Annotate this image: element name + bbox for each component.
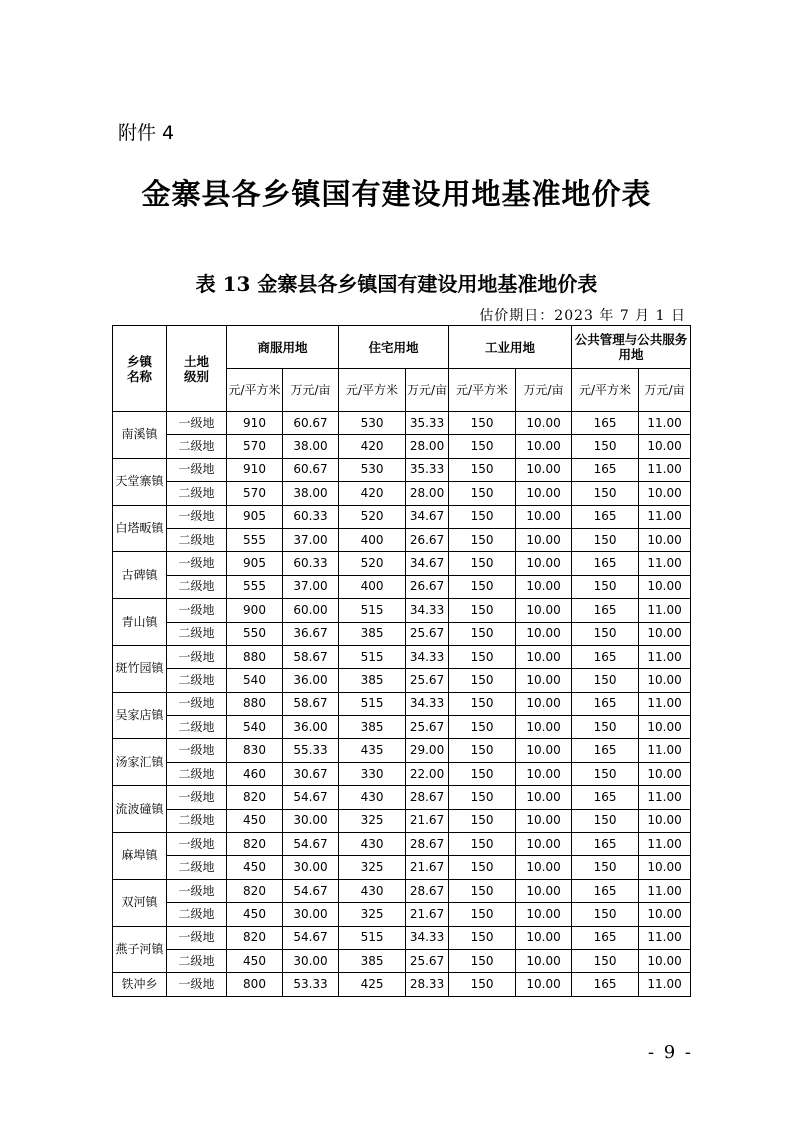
grade-cell: 一级地	[167, 505, 227, 528]
price-cell: 910	[227, 458, 283, 481]
header-unit: 万元/亩	[283, 369, 339, 412]
price-cell: 385	[339, 716, 406, 739]
grade-cell: 一级地	[167, 458, 227, 481]
price-cell: 26.67	[406, 528, 449, 551]
table-row	[113, 973, 691, 996]
price-cell: 10.00	[639, 528, 691, 551]
price-cell: 34.33	[406, 692, 449, 715]
price-cell: 37.00	[283, 575, 339, 598]
town-name-cell: 双河镇	[113, 879, 167, 926]
table-row	[113, 552, 691, 575]
price-cell: 515	[339, 645, 406, 668]
price-cell: 165	[572, 645, 639, 668]
price-cell: 11.00	[639, 692, 691, 715]
price-cell: 25.67	[406, 949, 449, 972]
price-cell: 11.00	[639, 458, 691, 481]
price-cell: 60.00	[283, 599, 339, 622]
price-cell: 11.00	[639, 786, 691, 809]
header-unit: 元/平方米	[339, 369, 406, 412]
price-cell: 11.00	[639, 833, 691, 856]
price-cell: 150	[449, 599, 516, 622]
price-cell: 165	[572, 458, 639, 481]
valuation-date: 估价期日：2023 年 7 月 1 日	[479, 308, 686, 324]
price-cell: 10.00	[516, 482, 572, 505]
price-cell: 150	[449, 575, 516, 598]
price-cell: 54.67	[283, 926, 339, 949]
price-cell: 150	[572, 575, 639, 598]
price-cell: 400	[339, 528, 406, 551]
price-cell: 540	[227, 716, 283, 739]
price-cell: 36.67	[283, 622, 339, 645]
price-cell: 150	[449, 809, 516, 832]
price-cell: 150	[449, 856, 516, 879]
table-row	[113, 879, 691, 902]
price-cell: 25.67	[406, 622, 449, 645]
price-cell: 11.00	[639, 879, 691, 902]
price-cell: 150	[449, 833, 516, 856]
grade-cell: 二级地	[167, 575, 227, 598]
price-cell: 10.00	[516, 762, 572, 785]
price-cell: 325	[339, 903, 406, 926]
grade-cell: 一级地	[167, 599, 227, 622]
price-cell: 820	[227, 926, 283, 949]
price-cell: 150	[449, 435, 516, 458]
grade-cell: 一级地	[167, 692, 227, 715]
annex-label: 附件 4	[118, 122, 175, 144]
price-cell: 28.33	[406, 973, 449, 996]
price-cell: 10.00	[516, 716, 572, 739]
price-cell: 905	[227, 552, 283, 575]
town-name-cell: 古碑镇	[113, 552, 167, 599]
price-cell: 385	[339, 669, 406, 692]
price-cell: 820	[227, 833, 283, 856]
price-cell: 10.00	[516, 599, 572, 622]
price-cell: 150	[449, 739, 516, 762]
town-name-cell: 麻埠镇	[113, 833, 167, 880]
grade-cell: 二级地	[167, 716, 227, 739]
price-cell: 830	[227, 739, 283, 762]
price-cell: 11.00	[639, 412, 691, 435]
table-row	[113, 926, 691, 949]
price-cell: 400	[339, 575, 406, 598]
price-cell: 165	[572, 786, 639, 809]
price-cell: 520	[339, 505, 406, 528]
table-row	[113, 669, 691, 692]
price-cell: 150	[449, 482, 516, 505]
grade-cell: 一级地	[167, 786, 227, 809]
town-name-cell: 斑竹园镇	[113, 645, 167, 692]
price-cell: 330	[339, 762, 406, 785]
price-cell: 10.00	[516, 528, 572, 551]
price-cell: 450	[227, 856, 283, 879]
page-title: 金寨县各乡镇国有建设用地基准地价表	[141, 177, 652, 211]
grade-cell: 二级地	[167, 622, 227, 645]
price-cell: 540	[227, 669, 283, 692]
price-cell: 38.00	[283, 435, 339, 458]
price-cell: 10.00	[639, 809, 691, 832]
price-cell: 10.00	[516, 856, 572, 879]
price-cell: 10.00	[516, 903, 572, 926]
price-cell: 21.67	[406, 809, 449, 832]
price-cell: 165	[572, 505, 639, 528]
price-cell: 53.33	[283, 973, 339, 996]
price-cell: 10.00	[639, 435, 691, 458]
price-cell: 150	[572, 856, 639, 879]
table-row	[113, 435, 691, 458]
table-row	[113, 505, 691, 528]
page-number: - 9 -	[647, 1042, 693, 1063]
table-row	[113, 949, 691, 972]
town-name-cell: 燕子河镇	[113, 926, 167, 973]
price-cell: 11.00	[639, 739, 691, 762]
grade-cell: 一级地	[167, 973, 227, 996]
price-cell: 150	[449, 879, 516, 902]
header-group-residential: 住宅用地	[339, 326, 449, 369]
table-row	[113, 645, 691, 668]
table-title: 表 13 金寨县各乡镇国有建设用地基准地价表	[195, 272, 598, 296]
price-cell: 430	[339, 879, 406, 902]
table-row	[113, 903, 691, 926]
price-cell: 34.33	[406, 645, 449, 668]
price-cell: 150	[449, 903, 516, 926]
price-cell: 570	[227, 435, 283, 458]
header-town: 乡镇 名称	[113, 326, 167, 412]
table-row	[113, 458, 691, 481]
price-cell: 10.00	[516, 692, 572, 715]
price-cell: 150	[572, 528, 639, 551]
price-cell: 150	[449, 786, 516, 809]
header-unit: 万元/亩	[516, 369, 572, 412]
price-cell: 450	[227, 949, 283, 972]
price-cell: 165	[572, 552, 639, 575]
price-cell: 10.00	[516, 435, 572, 458]
price-cell: 10.00	[516, 552, 572, 575]
price-cell: 880	[227, 645, 283, 668]
price-cell: 22.00	[406, 762, 449, 785]
price-cell: 60.33	[283, 552, 339, 575]
price-cell: 150	[572, 949, 639, 972]
price-cell: 530	[339, 458, 406, 481]
price-cell: 29.00	[406, 739, 449, 762]
table-row	[113, 599, 691, 622]
price-cell: 28.00	[406, 435, 449, 458]
price-cell: 30.67	[283, 762, 339, 785]
price-cell: 34.33	[406, 926, 449, 949]
price-cell: 10.00	[516, 645, 572, 668]
grade-cell: 一级地	[167, 926, 227, 949]
header-unit: 元/平方米	[572, 369, 639, 412]
header-group-industrial: 工业用地	[449, 326, 572, 369]
price-cell: 54.67	[283, 833, 339, 856]
price-cell: 515	[339, 599, 406, 622]
table-row	[113, 716, 691, 739]
price-cell: 550	[227, 622, 283, 645]
price-cell: 430	[339, 786, 406, 809]
price-cell: 10.00	[639, 762, 691, 785]
price-cell: 150	[572, 809, 639, 832]
price-cell: 385	[339, 622, 406, 645]
grade-cell: 二级地	[167, 482, 227, 505]
price-cell: 34.67	[406, 505, 449, 528]
price-cell: 10.00	[639, 949, 691, 972]
price-cell: 420	[339, 482, 406, 505]
price-cell: 36.00	[283, 716, 339, 739]
price-cell: 150	[449, 692, 516, 715]
price-cell: 11.00	[639, 599, 691, 622]
price-cell: 165	[572, 599, 639, 622]
grade-cell: 二级地	[167, 528, 227, 551]
price-cell: 10.00	[516, 412, 572, 435]
price-cell: 54.67	[283, 786, 339, 809]
price-cell: 880	[227, 692, 283, 715]
table-row	[113, 739, 691, 762]
price-cell: 10.00	[639, 669, 691, 692]
price-cell: 11.00	[639, 645, 691, 668]
header-unit: 万元/亩	[406, 369, 449, 412]
grade-cell: 一级地	[167, 645, 227, 668]
price-cell: 450	[227, 903, 283, 926]
price-cell: 820	[227, 879, 283, 902]
price-cell: 530	[339, 412, 406, 435]
grade-cell: 二级地	[167, 856, 227, 879]
price-cell: 460	[227, 762, 283, 785]
header-unit: 万元/亩	[639, 369, 691, 412]
header-unit: 元/平方米	[227, 369, 283, 412]
price-cell: 150	[449, 926, 516, 949]
header-group-public: 公共管理与公共服务用地	[572, 326, 691, 369]
price-cell: 35.33	[406, 412, 449, 435]
price-cell: 150	[449, 412, 516, 435]
price-cell: 325	[339, 809, 406, 832]
price-cell: 165	[572, 739, 639, 762]
header-unit: 元/平方米	[449, 369, 516, 412]
price-cell: 11.00	[639, 926, 691, 949]
grade-cell: 一级地	[167, 739, 227, 762]
table-row	[113, 809, 691, 832]
price-cell: 150	[449, 762, 516, 785]
price-cell: 150	[449, 505, 516, 528]
price-cell: 450	[227, 809, 283, 832]
price-cell: 10.00	[516, 949, 572, 972]
table-row	[113, 575, 691, 598]
price-cell: 10.00	[639, 575, 691, 598]
price-cell: 570	[227, 482, 283, 505]
price-cell: 10.00	[516, 622, 572, 645]
town-name-cell: 汤家汇镇	[113, 739, 167, 786]
price-cell: 165	[572, 692, 639, 715]
price-cell: 38.00	[283, 482, 339, 505]
price-cell: 910	[227, 412, 283, 435]
table-body	[113, 412, 691, 997]
price-cell: 26.67	[406, 575, 449, 598]
price-cell: 10.00	[639, 716, 691, 739]
price-cell: 10.00	[639, 856, 691, 879]
table-row	[113, 833, 691, 856]
price-cell: 150	[572, 762, 639, 785]
price-cell: 150	[449, 458, 516, 481]
price-cell: 35.33	[406, 458, 449, 481]
price-cell: 820	[227, 786, 283, 809]
price-cell: 25.67	[406, 669, 449, 692]
price-cell: 150	[449, 973, 516, 996]
price-cell: 28.67	[406, 786, 449, 809]
price-cell: 21.67	[406, 856, 449, 879]
land-price-table	[112, 325, 691, 997]
price-cell: 10.00	[516, 458, 572, 481]
price-cell: 520	[339, 552, 406, 575]
price-cell: 58.67	[283, 692, 339, 715]
table-row	[113, 412, 691, 435]
price-cell: 30.00	[283, 856, 339, 879]
town-name-cell: 天堂寨镇	[113, 458, 167, 505]
price-cell: 385	[339, 949, 406, 972]
price-cell: 34.67	[406, 552, 449, 575]
table-row	[113, 692, 691, 715]
price-cell: 900	[227, 599, 283, 622]
price-cell: 555	[227, 528, 283, 551]
price-cell: 435	[339, 739, 406, 762]
price-cell: 150	[572, 903, 639, 926]
price-cell: 28.67	[406, 879, 449, 902]
price-cell: 60.33	[283, 505, 339, 528]
price-cell: 150	[449, 669, 516, 692]
table-row	[113, 528, 691, 551]
price-cell: 165	[572, 973, 639, 996]
grade-cell: 二级地	[167, 809, 227, 832]
header-group-commercial: 商服用地	[227, 326, 339, 369]
town-name-cell: 吴家店镇	[113, 692, 167, 739]
price-cell: 425	[339, 973, 406, 996]
price-cell: 11.00	[639, 552, 691, 575]
price-cell: 10.00	[516, 669, 572, 692]
table-row	[113, 622, 691, 645]
price-cell: 150	[572, 669, 639, 692]
price-cell: 150	[449, 949, 516, 972]
price-cell: 28.67	[406, 833, 449, 856]
price-cell: 165	[572, 879, 639, 902]
price-cell: 58.67	[283, 645, 339, 668]
town-name-cell: 南溪镇	[113, 412, 167, 459]
price-cell: 420	[339, 435, 406, 458]
price-cell: 150	[572, 622, 639, 645]
header-grade: 土地 级别	[167, 326, 227, 412]
price-cell: 21.67	[406, 903, 449, 926]
grade-cell: 二级地	[167, 669, 227, 692]
price-cell: 10.00	[516, 505, 572, 528]
price-cell: 10.00	[516, 879, 572, 902]
price-cell: 515	[339, 926, 406, 949]
grade-cell: 二级地	[167, 903, 227, 926]
price-cell: 10.00	[516, 575, 572, 598]
price-cell: 11.00	[639, 505, 691, 528]
price-cell: 10.00	[516, 926, 572, 949]
grade-cell: 二级地	[167, 762, 227, 785]
price-cell: 150	[449, 645, 516, 668]
price-cell: 36.00	[283, 669, 339, 692]
price-cell: 30.00	[283, 809, 339, 832]
price-cell: 10.00	[516, 809, 572, 832]
price-cell: 10.00	[516, 973, 572, 996]
price-cell: 30.00	[283, 903, 339, 926]
price-cell: 54.67	[283, 879, 339, 902]
price-cell: 430	[339, 833, 406, 856]
price-cell: 25.67	[406, 716, 449, 739]
price-cell: 150	[572, 482, 639, 505]
price-cell: 10.00	[639, 482, 691, 505]
price-cell: 55.33	[283, 739, 339, 762]
price-cell: 150	[449, 622, 516, 645]
price-cell: 905	[227, 505, 283, 528]
grade-cell: 二级地	[167, 949, 227, 972]
price-cell: 30.00	[283, 949, 339, 972]
price-cell: 555	[227, 575, 283, 598]
price-cell: 28.00	[406, 482, 449, 505]
price-cell: 165	[572, 412, 639, 435]
table-row	[113, 856, 691, 879]
price-cell: 60.67	[283, 412, 339, 435]
price-cell: 165	[572, 926, 639, 949]
town-name-cell: 青山镇	[113, 599, 167, 646]
table-row	[113, 482, 691, 505]
town-name-cell: 白塔畈镇	[113, 505, 167, 552]
grade-cell: 一级地	[167, 879, 227, 902]
price-cell: 10.00	[516, 739, 572, 762]
price-cell: 37.00	[283, 528, 339, 551]
table-row	[113, 786, 691, 809]
price-cell: 34.33	[406, 599, 449, 622]
price-cell: 325	[339, 856, 406, 879]
table-row	[113, 762, 691, 785]
price-cell: 10.00	[516, 833, 572, 856]
grade-cell: 一级地	[167, 412, 227, 435]
price-cell: 150	[572, 435, 639, 458]
price-cell: 150	[449, 552, 516, 575]
grade-cell: 一级地	[167, 833, 227, 856]
town-name-cell: 流波䃥镇	[113, 786, 167, 833]
price-cell: 515	[339, 692, 406, 715]
price-cell: 11.00	[639, 973, 691, 996]
price-cell: 150	[449, 716, 516, 739]
price-cell: 10.00	[516, 786, 572, 809]
grade-cell: 一级地	[167, 552, 227, 575]
grade-cell: 二级地	[167, 435, 227, 458]
price-cell: 60.67	[283, 458, 339, 481]
price-cell: 800	[227, 973, 283, 996]
price-cell: 10.00	[639, 622, 691, 645]
town-name-cell: 铁冲乡	[113, 973, 167, 996]
price-cell: 10.00	[639, 903, 691, 926]
price-cell: 150	[449, 528, 516, 551]
price-cell: 165	[572, 833, 639, 856]
price-cell: 150	[572, 716, 639, 739]
